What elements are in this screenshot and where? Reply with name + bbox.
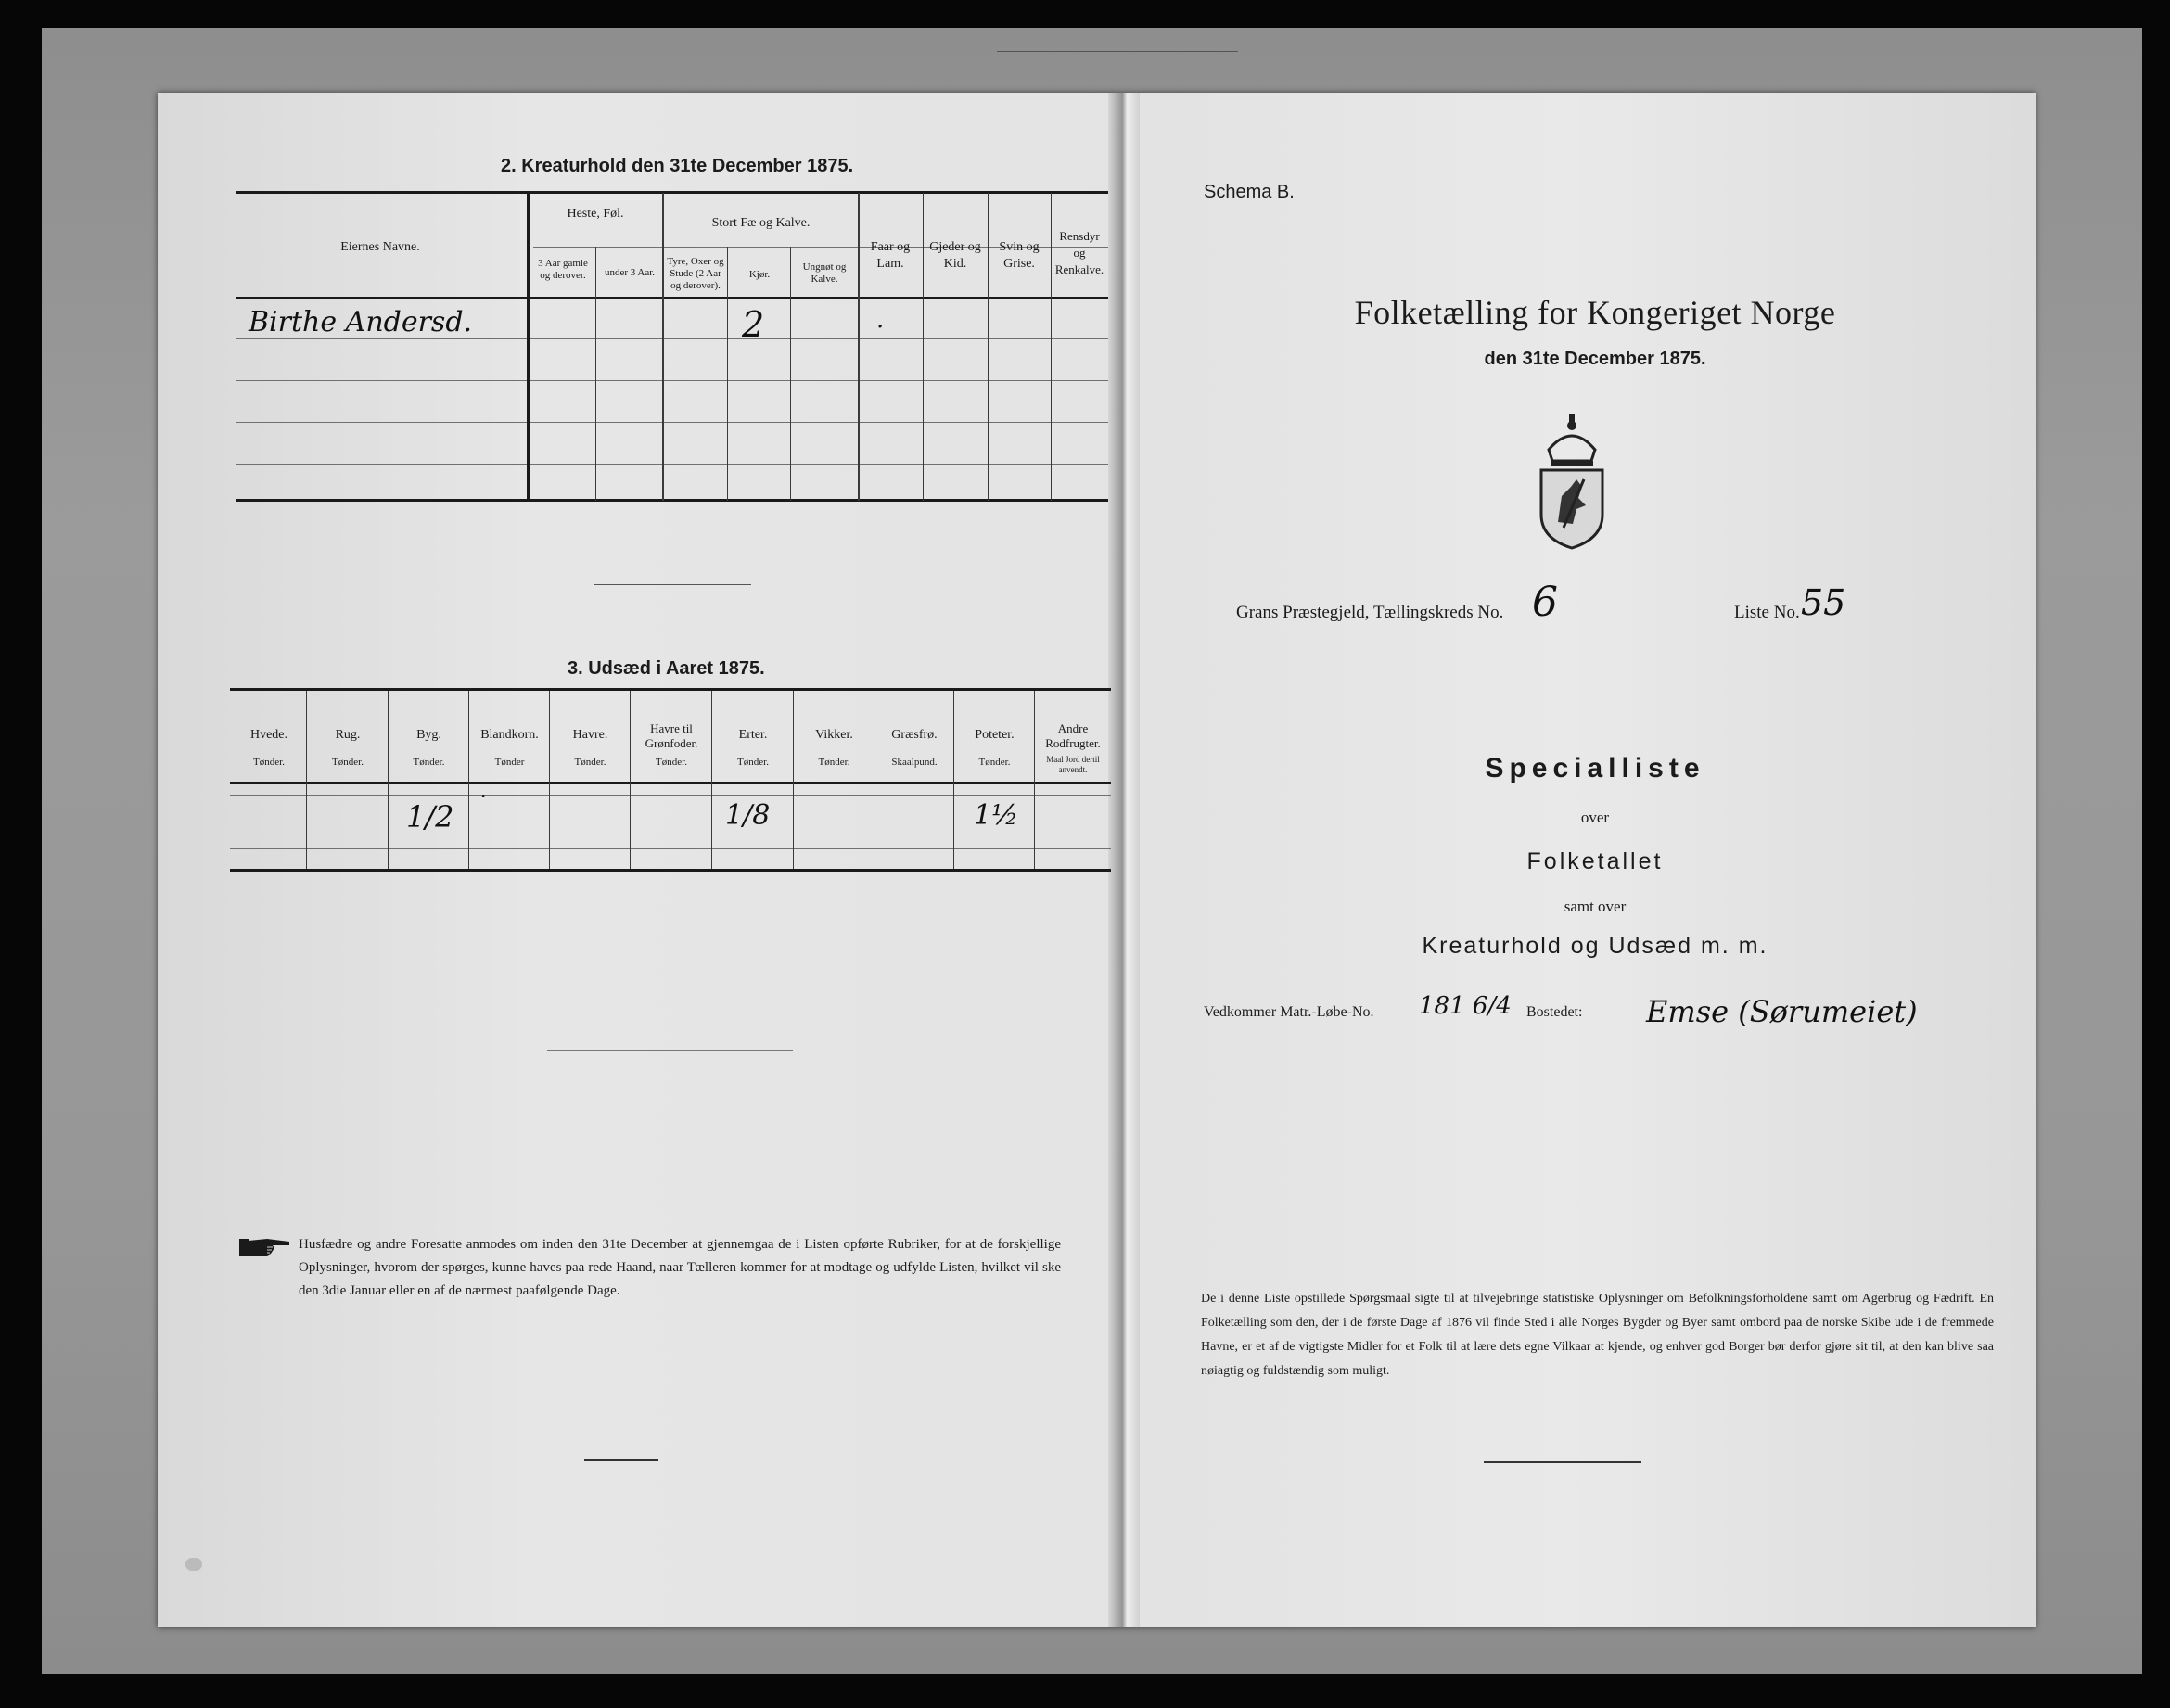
- s3-vline-5: [630, 691, 631, 869]
- s3-u-rug: Tønder.: [332, 757, 364, 768]
- liste-number: 55: [1801, 582, 1846, 623]
- over-text-1: over: [1580, 809, 1610, 826]
- liste-label: Liste No.: [1734, 603, 1800, 622]
- left-divider-3: [584, 1459, 658, 1461]
- col-heste-2: under 3 Aar.: [604, 267, 656, 278]
- samt-over-text: samt over: [1564, 898, 1627, 915]
- s3-h-havre: Havre.: [572, 728, 608, 742]
- section2-row-line-4: [236, 464, 1108, 465]
- s3-u-erter: Tønder.: [737, 757, 769, 768]
- section2-top-rule: [236, 191, 1108, 194]
- s3-u-gronfoder: Tønder.: [656, 757, 687, 768]
- s3-h-graesfro: Græsfrø.: [891, 728, 938, 742]
- s3-h-hvede: Hvede.: [249, 728, 288, 742]
- s3-h-erter: Erter.: [738, 728, 768, 742]
- section3-top-rule: [230, 688, 1111, 691]
- footer-text: De i denne Liste opstillede Spørgsmaal sigte til at tilvejebringe statistiske Oplysninger om Befolkningsforholdene samt om Agerbrug og Fædrift. En Folketælling som den, der i de første Dage af 1876 vil finde Sted i alle Norges Bygder og Byer samt ombord paa de norske Skibe ude i de fremmede Havne, er et af de vigtigste Midler for et Folk til at lære dets egne Vilkaar at kjende, og enhver god Borger bør derfor gjøre sit til, at den kan blive saa nøiagtig og fuldstændig som muligt.: [1201, 1292, 1994, 1378]
- section2-header-rule: [236, 297, 1108, 299]
- s3-u-havre: Tønder.: [574, 757, 606, 768]
- norway-coat-of-arms-icon: [1530, 413, 1614, 552]
- pointing-hand-icon: [239, 1235, 291, 1259]
- section2-vline-owner: [527, 193, 530, 501]
- right-divider-2: [1484, 1461, 1641, 1463]
- s3-u-hvede: Tønder.: [253, 757, 285, 768]
- s3-vline-9: [953, 691, 954, 869]
- s3-u-blandkorn: Tønder: [494, 757, 525, 768]
- section3-row-line: [230, 848, 1111, 849]
- s3-u-byg: Tønder.: [413, 757, 445, 768]
- kreds-number: 6: [1532, 579, 1558, 626]
- s3-vline-1: [306, 691, 307, 869]
- census-title: Folketælling for Kongeriget Norge: [1354, 294, 1836, 331]
- section2-vline-b: [662, 193, 664, 501]
- left-divider-1: [594, 584, 751, 585]
- section2-vline-f: [923, 193, 924, 501]
- section2-vline-g: [988, 193, 989, 501]
- col-stort-2: Kjør.: [748, 269, 771, 280]
- page-fold: [1108, 93, 1140, 1627]
- s3-u-rodfrugter: Maal Jord dertil anvendt.: [1046, 755, 1100, 774]
- s3-vline-7: [793, 691, 794, 869]
- section2-row-line-3: [236, 422, 1108, 423]
- s3-h-poteter: Poteter.: [975, 728, 1015, 742]
- owner-name-entry: Birthe Andersd.: [249, 306, 473, 338]
- s3-h-rodfrugter: Andre Rodfrugter.: [1045, 721, 1101, 750]
- section3-sub-rule: [230, 795, 1111, 796]
- s3-u-vikker: Tønder.: [818, 757, 850, 768]
- col-stort-group: Stort Fæ og Kalve.: [711, 216, 811, 230]
- s3-vline-10: [1034, 691, 1035, 869]
- section2-vline-a: [595, 247, 596, 501]
- section2-vline-d: [790, 247, 791, 501]
- s3-vline-3: [468, 691, 469, 869]
- s3-h-byg: Byg.: [416, 728, 441, 742]
- section2-vline-c: [727, 247, 728, 501]
- col-gjeder: Gjeder og Kid.: [929, 240, 981, 271]
- s3-h-vikker: Vikker.: [815, 728, 853, 742]
- erter-entry: 1/8: [725, 799, 771, 832]
- poteter-entry: 1½: [974, 799, 1019, 832]
- col-faar: Faar og Lam.: [870, 240, 911, 271]
- section3-bottom-rule: [230, 869, 1111, 872]
- prestegjeld-label: Grans Præstegjeld, Tællingskreds No.: [1236, 603, 1504, 622]
- matr-label: Vedkommer Matr.-Løbe-No.: [1204, 1004, 1374, 1020]
- left-divider-2: [547, 1050, 793, 1051]
- s3-h-gronfoder: Havre til Grønfoder.: [645, 721, 698, 750]
- section2-row-line-2: [236, 380, 1108, 381]
- section2-bottom-rule: [236, 499, 1108, 502]
- blandkorn-entry: ·: [480, 784, 487, 807]
- byg-entry: 1/2: [406, 799, 454, 835]
- col-svin: Svin og Grise.: [999, 240, 1040, 271]
- col-stort-3: Ungnøt og Kalve.: [802, 261, 847, 285]
- notice-text: Husfædre og andre Foresatte anmodes om inden den 31te December at gjennemgaa de i Listen opførte Rubriker, for at de forskjellige Oplysninger, hvorom der spørges, kunne haves paa rede Haand, naar Tælleren kommer for at modtage og udfylde Listen, hvilket vil ske den 3die Januar eller en af de nærmest paafølgende Dage.: [299, 1237, 1061, 1298]
- schema-label: Schema B.: [1204, 182, 1295, 202]
- section2-row-line-1: [236, 338, 1108, 339]
- faar-entry: .: [876, 306, 885, 334]
- s3-h-blandkorn: Blandkorn.: [480, 728, 539, 742]
- s3-vline-2: [388, 691, 389, 869]
- section3-title: 3. Udsæd i Aaret 1875.: [568, 658, 765, 679]
- kjor-count-entry: 2: [742, 304, 765, 345]
- folketallet-text: Folketallet: [1526, 848, 1664, 874]
- section3-header-rule: [230, 782, 1111, 784]
- punch-hole: [185, 1558, 202, 1571]
- top-pencil-line: [997, 51, 1238, 52]
- s3-u-graesfro: Skaalpund.: [891, 757, 938, 768]
- bosted-value: Emse (Sørumeiet): [1646, 994, 1918, 1029]
- section2-vline-e: [858, 193, 860, 501]
- col-owner-header: Eiernes Navne.: [340, 240, 420, 254]
- section2-title: 2. Kreaturhold den 31te December 1875.: [501, 156, 854, 176]
- matr-number: 181 6/4: [1419, 992, 1512, 1020]
- col-rensdyr: Rensdyr og Renkalve.: [1054, 229, 1104, 276]
- special-list-heading: Specialliste: [1485, 753, 1705, 784]
- section2-vline-h: [1051, 193, 1052, 501]
- s3-vline-6: [711, 691, 712, 869]
- kreaturhold-text: Kreaturhold og Udsæd m. m.: [1422, 933, 1768, 959]
- col-heste-1: 3 Aar gamle og derover.: [538, 258, 588, 281]
- col-stort-1: Tyre, Oxer og Stude (2 Aar og derover).: [667, 256, 724, 291]
- census-subtitle: den 31te December 1875.: [1484, 349, 1706, 369]
- bosted-label: Bostedet:: [1526, 1004, 1583, 1020]
- s3-h-rug: Rug.: [335, 728, 361, 742]
- col-heste-group: Heste, Føl.: [567, 207, 624, 221]
- s3-u-poteter: Tønder.: [978, 757, 1011, 768]
- s3-vline-4: [549, 691, 550, 869]
